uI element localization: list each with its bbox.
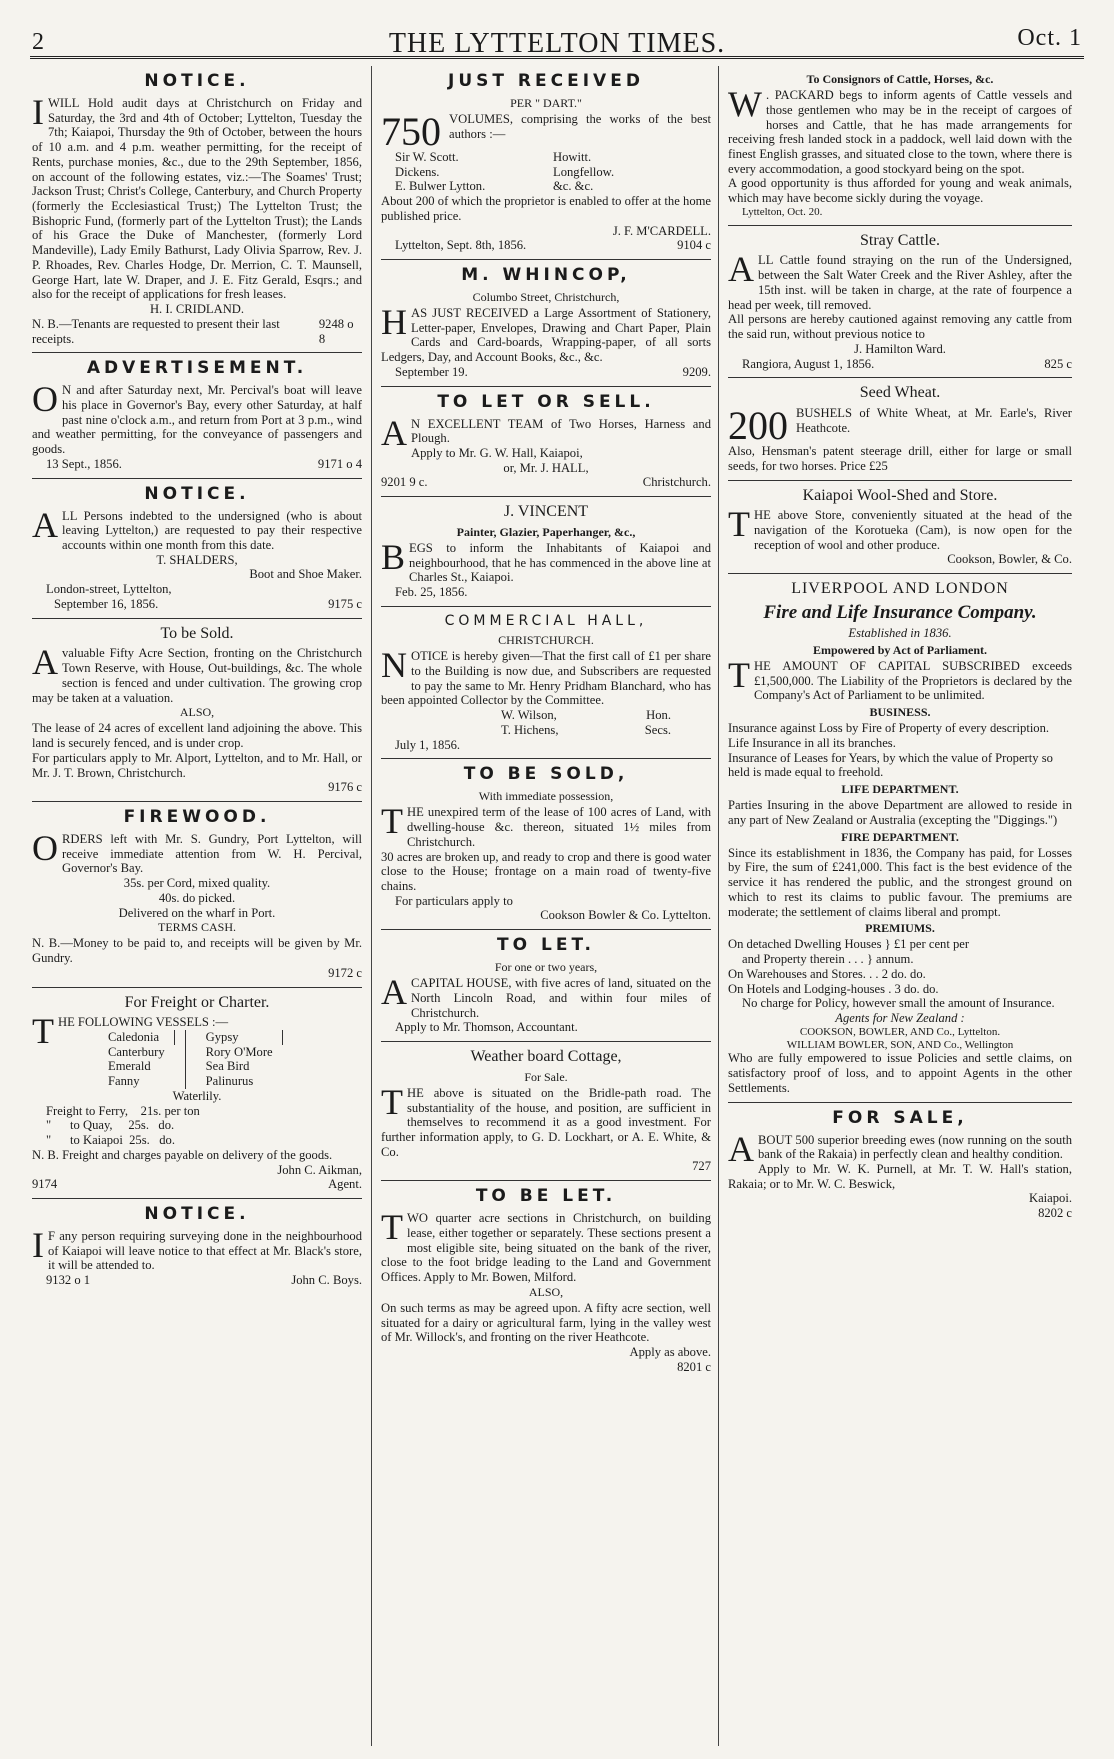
ad-body-2: The lease of 24 acres of excellent land adjoining the above. This land is securely fenced, and is under crop. [32, 721, 362, 751]
ad-heading: FIREWOOD. [123, 807, 271, 828]
vessel-list [58, 1030, 362, 1089]
ad-subheading: With immediate possession, [478, 789, 614, 804]
ad-heading: TO LET. [497, 935, 595, 956]
ad-subheading: Columbo Street, Christchurch, [472, 289, 620, 304]
ad-subheading: PER " DART." [510, 95, 582, 110]
ad-heading: NOTICE. [144, 1204, 250, 1225]
ad-signer: J. F. M'CARDELL. [612, 223, 711, 238]
ad-heading: Weather board Cottage, [470, 1048, 622, 1066]
drop-cap: A [32, 642, 58, 683]
ad-heading: NOTICE. [144, 71, 250, 91]
drop-cap: T [381, 801, 403, 842]
ad-ref: 9176 c [328, 780, 362, 795]
fire-heading: FIRE DEPARTMENT. [841, 829, 959, 844]
ad-date: July 1, 1856. [395, 737, 461, 752]
ad-land-for-sale [32, 619, 362, 802]
ad-address: London-street, Lyttelton, [46, 582, 172, 597]
ad-ref: 9104 c [677, 238, 711, 253]
ad-signer: J. Hamilton Ward. [854, 341, 946, 356]
agent: WILLIAM BOWLER, SON, AND Co., Wellington [786, 1038, 1014, 1051]
ad-heading: Stray Cattle. [860, 231, 940, 249]
ad-apply: Apply to Mr. Thomson, Accountant. [395, 1020, 578, 1035]
ad-body: A valuable Fifty Acre Section, fronting on the Christchurch Town Reserve, with House, Out-buildings, &c. The whole section is fenced and under cultivation. The growing crop may be taken at a valuation. [32, 642, 362, 705]
ad-body: THE FOLLOWING VESSELS :— [32, 1011, 229, 1052]
ad-insurance [728, 574, 1072, 1102]
author: Longfellow. [553, 164, 615, 179]
ad-note: N. B.—Tenants are requested to present their last receipts. [32, 316, 280, 346]
premium-line: On detached Dwelling Houses } £1 per cent per [728, 937, 970, 952]
ad-ref: 9172 c [328, 965, 362, 980]
ad-date: Rangiora, August 1, 1856. [742, 356, 875, 371]
life-text: Parties Insuring in the above Department are allowed to reside in any part of New Zealand or Australia (excepting the "Diggings.") [728, 798, 1072, 827]
column-rule [718, 66, 719, 1746]
ad-date: 13 Sept., 1856. [46, 456, 122, 471]
ad-heading: Kaiapoi Wool-Shed and Store. [802, 486, 998, 504]
ad-body: ABOUT 500 superior breeding ewes (now running on the south bank of the Rakaia) in perfectly clean and healthy condition. [728, 1128, 1072, 1169]
ad-whincop [381, 260, 711, 387]
ad-body: ORDERS left with Mr. S. Gundry, Port Lyttelton, will receive immediate attention from W. H. Percival, Governor's Bay. [32, 827, 362, 876]
big-number: 200 [728, 403, 788, 449]
column-3 [728, 66, 1072, 1227]
ad-heading: LIVERPOOL AND LONDON [791, 580, 1009, 598]
business-item: Insurance against Loss by Fire of Property of every description. [728, 721, 1050, 736]
drop-cap: I [32, 91, 44, 132]
empowered: Empowered by Act of Parliament. [812, 642, 988, 657]
ad-boat-advertisement [32, 353, 362, 478]
ad-freight [32, 988, 362, 1200]
ad-ref: 727 [692, 1159, 711, 1174]
ad-body-3: For particulars apply to [395, 893, 513, 908]
ad-body: A CAPITAL HOUSE, with five acres of land, situated on the North Lincoln Road, and within four miles of Christchurch. [381, 972, 711, 1020]
ad-heading: Seed Wheat. [859, 384, 941, 402]
ad-heading: For Freight or Charter. [124, 993, 270, 1011]
newspaper-title: THE LYTTELTON TIMES. [388, 28, 726, 59]
author: Howitt. [553, 149, 592, 164]
ad-body-2: A good opportunity is thus afforded for young and weak animals, which may have become sickly during the voyage. [728, 176, 1072, 206]
ad-signer: W. Wilson, [501, 708, 557, 723]
ad-place: Christchurch. [642, 475, 711, 490]
ad-body-2: On such terms as may be agreed upon. A fifty acre section, well situated for a dairy or agricultural farm, lying in the valley west of Mr. Willock's, and fronting on the river Heathcote. [381, 1300, 711, 1345]
ad-ref: 9248 o 8 [318, 316, 354, 346]
ad-subheading: For one or two years, [494, 960, 598, 975]
ad-sections-to-let [381, 1181, 711, 1380]
ad-apply: Apply as above. [629, 1344, 711, 1359]
ad-ref: 825 c [1044, 356, 1072, 371]
ad-role: Hon. [646, 708, 671, 723]
premium-line: On Hotels and Lodging-houses . 3 do. do. [728, 981, 939, 996]
ad-price: 40s. do picked. [158, 890, 236, 905]
ad-subheading: For Sale. [524, 1069, 568, 1084]
ad-heading: J. VINCENT [503, 503, 589, 521]
company-name: Fire and Life Insurance Company. [763, 601, 1037, 623]
column-1 [32, 66, 362, 1294]
ad-body: THE above is situated on the Bridle-path road. The substantiality of the house, and position, are sufficient in themselves to recommend it as a good investment. For further information apply, to G. D. Lockhart, or A. E. White, & Co. [381, 1081, 711, 1159]
ad-shalders-notice [32, 479, 362, 619]
ad-ref: 9171 o 4 [317, 456, 362, 471]
ad-date: September 19. [395, 364, 468, 379]
ad-signer: Cookson Bowler & Co. Lyttelton. [540, 908, 711, 923]
ad-ref: 9175 c [328, 596, 362, 611]
drop-cap: T [728, 654, 750, 695]
ad-subheading: CHRISTCHURCH. [498, 633, 594, 648]
ad-trade: Boot and Shoe Maker. [249, 567, 362, 582]
vessel-name: Gypsy [196, 1030, 283, 1045]
author: Dickens. [395, 164, 440, 179]
ad-delivery: Delivered on the wharf in Port. [118, 905, 276, 920]
ad-body: IWILL Hold audit days at Christchurch on Friday and Saturday, the 3rd and 4th of October; Lyttelton, Tuesday the 7th; Kaiapoi, Thursday the 9th of October, between the hours of 10 a.m. and 4 p.m. weather permitting, for the receipt of Rents, purchase monies, &c., due to the 29th September, 1856, on account of the following estates, viz.:—The Soames' Trust; Jackson Trust; Christ's College, Canterbury, and Church Property (formerly the Ecclesiastical Trust;) The Lyttelton Trust; the Bishopric Fund, (formerly part of the Lyttelton Trust); the Lands of his Grace the Duke of Manchester, (formerly Lord Mandeville), Lady Emily Bathurst, Lady Olivia Sparrow, Rev. J. P. Rhoades, Rev. Charles Hodge, Dr. Merrion, C. T. Maunsell, George Hart, late W. Draper, and J. E. Fitz Gerald, Esqrs.; and also for the receipt of applications for fresh leases. [32, 91, 362, 302]
ad-audit-notice [32, 66, 362, 353]
author: Sir W. Scott. [395, 149, 459, 164]
ad-apply: or, Mr. J. HALL, [503, 460, 589, 475]
big-number: 750 [381, 108, 441, 154]
ad-body-2: 30 acres are broken up, and ready to crop and there is good water close to the House; frontage on a main road of twenty-five chains. [381, 849, 711, 893]
premiums-heading: PREMIUMS. [865, 921, 935, 936]
drop-cap: A [728, 1128, 754, 1169]
drop-cap: O [32, 827, 58, 868]
ad-heading: TO BE LET. [475, 1186, 617, 1207]
freight-rate: " to Quay, 25s. do. [46, 1118, 175, 1133]
ad-body: A N EXCELLENT TEAM of Two Horses, Harness and Plough. [381, 412, 711, 453]
ad-heading: To Consignors of Cattle, Horses, &c. [806, 72, 994, 86]
ad-stray-cattle [728, 226, 1072, 379]
author-list [381, 150, 711, 194]
no-charge-note: No charge for Policy, however small the amount of Insurance. [742, 996, 1055, 1011]
ad-ewes-for-sale [728, 1103, 1072, 1227]
ad-to-let-or-sell [381, 387, 711, 498]
ad-signer: John C. Boys. [291, 1273, 362, 1288]
ad-commercial-hall [381, 607, 711, 760]
life-heading: LIFE DEPARTMENT. [841, 782, 959, 797]
fire-text: Since its establishment in 1836, the Company has paid, for Losses by Fire, the sum of £241,000. This fact is the best evidence of the service it has rendered the public, and the strongest ground on which to rest its claims to public favour. The premiums are moderate; the settlement of claims liberal and prompt. [728, 845, 1072, 919]
ad-wool-shed [728, 481, 1072, 575]
ad-heading: TO LET OR SELL. [437, 391, 655, 412]
page-number: 2 [32, 29, 44, 55]
business-heading: BUSINESS. [869, 705, 931, 720]
ad-signer: H. I. CRIDLAND. [149, 302, 245, 317]
vessel-name: Fanny [108, 1074, 140, 1089]
ad-terms: TERMS CASH. [157, 920, 237, 935]
ad-lease-for-sale [381, 759, 711, 930]
drop-cap: T [381, 1081, 403, 1122]
ad-body: 200 BUSHELS of White Wheat, at Mr. Earle's, River Heathcote. [728, 403, 1072, 449]
ad-note: N. B. Freight and charges payable on delivery of the goods. [32, 1147, 333, 1162]
column-rule [371, 66, 372, 1746]
ad-body: THE above Store, conveniently situated at the head of the navigation of the Korotueka (Cam), is now open for the reception of wool and other produce. [728, 504, 1072, 552]
premium-line: On Warehouses and Stores. . . 2 do. do. [728, 966, 926, 981]
ad-body: BEGS to inform the Inhabitants of Kaiapoi and neighbourhood, that he has commenced in the above line at Charles St., Kaiapoi. [381, 536, 711, 585]
ad-price: 35s. per Cord, mixed quality. [123, 876, 271, 891]
ad-surveying-notice [32, 1199, 362, 1294]
drop-cap: A [32, 504, 58, 545]
vessel-name: Caledonia [98, 1030, 175, 1045]
drop-cap: A [381, 972, 407, 1013]
agents-heading: Agents for New Zealand : [835, 1010, 965, 1025]
ad-body: THE unexpired term of the lease of 100 acres of Land, with dwelling-house &c. thereon, situated 1½ miles from Christchurch. [381, 801, 711, 849]
ad-ref: 9209. [682, 364, 711, 379]
ad-place: Kaiapoi. [1028, 1191, 1072, 1206]
freight-rate: Freight to Ferry, 21s. per ton [46, 1103, 200, 1118]
ad-signer: T. Hichens, [501, 722, 559, 737]
ad-date: Lyttelton, Sept. 8th, 1856. [395, 238, 527, 253]
ad-vincent [381, 497, 711, 607]
ad-role: Secs. [644, 722, 671, 737]
ad-heading: ADVERTISEMENT. [86, 358, 308, 379]
ad-signer: Cookson, Bowler, & Co. [947, 552, 1072, 567]
ad-consignors [728, 66, 1072, 226]
author: E. Bulwer Lytton. [395, 179, 486, 194]
issue-date: Oct. 1 [1017, 25, 1082, 51]
ad-body-3: For particulars apply to Mr. Alport, Lyttelton, and to Mr. Hall, or Mr. J. T. Brown, Christchurch. [32, 750, 362, 780]
ad-signer: John C. Aikman, [277, 1162, 362, 1177]
drop-cap: T [728, 504, 750, 545]
ad-heading: JUST RECEIVED [448, 71, 644, 91]
ad-body-2: About 200 of which the proprietor is enabled to offer at the home published price. [381, 194, 711, 223]
ad-date: Feb. 25, 1856. [395, 585, 468, 600]
vessel-name: Canterbury [108, 1044, 165, 1059]
ad-heading: TO BE SOLD, [463, 764, 629, 785]
ad-also: ALSO, [528, 1284, 564, 1299]
ad-heading: COMMERCIAL HALL, [444, 612, 648, 629]
ad-heading: To be Sold. [160, 624, 234, 642]
ad-date: September 16, 1856. [54, 596, 159, 611]
drop-cap: T [381, 1207, 403, 1248]
drop-cap: T [32, 1011, 54, 1052]
ad-apply: Apply to Mr. G. W. Hall, Kaiapoi, [411, 445, 583, 460]
ad-body: TWO quarter acre sections in Christchurch, on building lease, either together or separately. These sections present a most eligible site, being situated on the bank of the river, close to the foot bridge leading to the Land and Government Offices. Apply to Mr. Bowen, Milford. [381, 1207, 711, 1284]
ad-ref: 8201 c [677, 1359, 711, 1374]
ad-body-2: All persons are hereby cautioned against removing any cattle from the said run, without previous notice to [728, 312, 1072, 342]
ad-subheading: Painter, Glazier, Paperhanger, &c., [456, 524, 636, 539]
ad-ref: 8202 c [1038, 1206, 1072, 1221]
ad-ref: 9201 9 c. [381, 475, 428, 490]
business-item: Insurance of Leases for Years, by which the value of Property so held is made equal to freehold. [728, 750, 1053, 780]
vessel-name: Palinurus [205, 1074, 254, 1089]
agent: COOKSON, BOWLER, AND Co., Lyttelton. [799, 1025, 1001, 1038]
ad-body: W . PACKARD begs to inform agents of Cattle vessels and those gentlemen who may be in the receipt of cargoes of horses and Cattle, that he has made arrangements for receiving fresh landed stock in a paddock, well laid down with the finest English grasses, and situated close to the town, where there is every accommodation, a good stockyard being on the spot. [728, 84, 1072, 176]
masthead [30, 18, 1084, 59]
ad-cottage [381, 1042, 711, 1181]
ad-body: HAS JUST RECEIVED a Large Assortment of Stationery, Letter-paper, Envelopes, Drawing and Chart Paper, Plain Cards and Card-boards, Wrapping-paper, of all sorts Ledgers, Day, and Account Books, &c., &c. [381, 301, 711, 365]
drop-cap: I [32, 1224, 44, 1265]
vessel-name: Sea Bird [205, 1059, 250, 1074]
closing-text: Who are fully empowered to issue Policies and settle claims, on satisfactory proof of loss, and to appoint Agents in the other Settlements. [728, 1051, 1072, 1095]
ad-body: 750 VOLUMES, comprising the works of the best authors :— [381, 108, 711, 154]
vessel-name: Waterlily. [172, 1088, 222, 1103]
ad-note: N. B.—Money to be paid to, and receipts will be given by Mr. Gundry. [32, 936, 362, 966]
drop-cap: A [728, 249, 754, 290]
drop-cap: W [728, 84, 762, 125]
ad-ref: 9132 o 1 [46, 1273, 91, 1288]
capital-text: THE AMOUNT OF CAPITAL SUBSCRIBED exceeds £1,500,000. The Liability of the Proprietors is declared by the Company's Act of Parliament to be unlimited. [728, 654, 1072, 703]
drop-cap: B [381, 536, 406, 577]
drop-cap: H [381, 301, 407, 342]
ad-body-2: Also, Hensman's patent steerage drill, either for large or small seeds, for two horses. Price £25 [728, 444, 1072, 473]
column-2 [381, 66, 711, 1380]
ad-body: NOTICE is hereby given—That the first call of £1 per share to the Building is now due, and Subscribers are requested to pay the same to Mr. Henry Pridham Blanchard, who has been appointed Collector by the Committee. [381, 645, 711, 708]
ad-body-2: Apply to Mr. W. K. Purnell, at Mr. T. W. Hall's station, Rakaia; or to Mr. W. C. Beswick, [728, 1161, 1072, 1191]
drop-cap: N [381, 645, 407, 686]
drop-cap: A [381, 412, 407, 453]
drop-cap: O [32, 379, 58, 420]
ad-firewood [32, 802, 362, 988]
ad-body: ALL Cattle found straying on the run of the Undersigned, between the Salt Water Creek and the River Ashley, after the 15th inst. will be taken in charge, at the rate of fourpence a head per week, till removed. [728, 249, 1072, 312]
vessel-name: Emerald [108, 1059, 151, 1074]
ad-body: ALL Persons indebted to the undersigned (who is about leaving Lyttelton,) are requested to pay their respective accounts within one month from this date. [32, 504, 362, 552]
ad-signer: T. SHALDERS, [156, 552, 238, 567]
ad-body: I F any person requiring surveying done in the neighbourhood of Kaiapoi will leave notice to that effect at Mr. Black's store, it will be attended to. [32, 1224, 362, 1273]
premium-line: and Property therein . . . } annum. [742, 952, 914, 967]
ad-also: ALSO, [179, 705, 215, 720]
ad-role: Agent. [328, 1177, 362, 1192]
ad-ref: 9174 [32, 1177, 58, 1192]
ad-heading: NOTICE. [144, 483, 250, 504]
ad-just-received [381, 66, 711, 260]
ad-seed-wheat [728, 378, 1072, 480]
ad-date: Lyttelton, Oct. 20. [742, 205, 823, 218]
ad-house-to-let [381, 930, 711, 1042]
ad-heading: FOR SALE, [832, 1107, 968, 1128]
author: &c. &c. [553, 179, 594, 194]
business-item: Life Insurance in all its branches. [728, 735, 896, 750]
freight-rate: " to Kaiapoi 25s. do. [46, 1133, 175, 1148]
established: Established in 1836. [848, 626, 952, 641]
vessel-name: Rory O'More [205, 1044, 273, 1059]
ad-heading: M. WHINCOP, [461, 265, 631, 286]
ad-body: O N and after Saturday next, Mr. Percival's boat will leave his place in Governor's Bay, every other Saturday, at half past nine o'clock a.m., and return from Port at 3 p.m., wind and weather permitting, for the conveyance of passengers and goods. [32, 379, 362, 457]
